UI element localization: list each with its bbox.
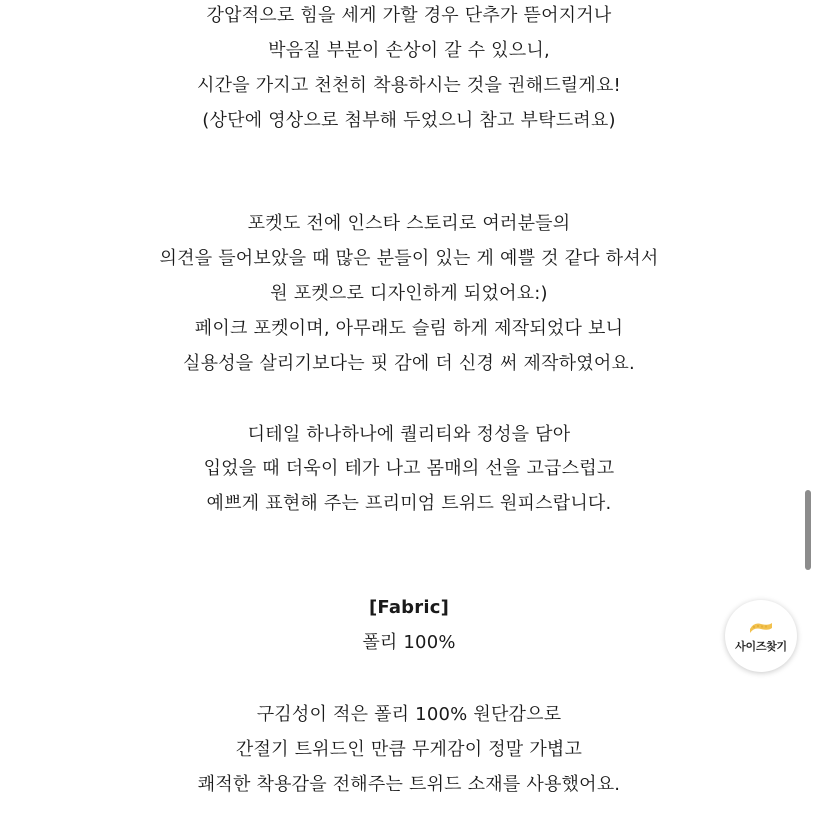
description-line: 실용성을 살리기보다는 핏 감에 더 신경 써 제작하였어요. — [183, 353, 635, 374]
description-line: 디테일 하나하나에 퀄리티와 정성을 담아 — [247, 424, 571, 445]
scrollbar-thumb[interactable] — [805, 490, 811, 570]
description-line: 페이크 포켓이며, 아무래도 슬림 하게 제작되었다 보니 — [194, 318, 624, 339]
ruler-tape-icon — [748, 620, 774, 634]
size-finder-button[interactable] — [725, 600, 797, 672]
description-line: 박음질 부분이 손상이 갈 수 있으니, — [268, 40, 550, 61]
description-line: 예쁘게 표현해 주는 프리미엄 트위드 원피스랍니다. — [206, 493, 612, 514]
description-line: 강압적으로 힘을 세게 가할 경우 단추가 뜯어지거나 — [206, 5, 612, 26]
description-line: 원 포켓으로 디자인하게 되었어요:) — [270, 283, 548, 304]
description-line: 구김성이 적은 폴리 100% 원단감으로 — [256, 704, 562, 725]
fabric-value: 폴리 100% — [362, 632, 456, 653]
fabric-heading: [Fabric] — [368, 597, 450, 618]
description-line: 포켓도 전에 인스타 스토리로 여러분들의 — [247, 213, 571, 234]
description-line: 쾌적한 착용감을 전해주는 트위드 소재를 사용했어요. — [197, 774, 621, 795]
size-finder-label: 사이즈찾기 — [735, 640, 787, 653]
description-line: 간절기 트위드인 만큼 무게감이 정말 가볍고 — [235, 739, 583, 760]
description-line: 의견을 들어보았을 때 많은 분들이 있는 게 예쁠 것 같다 하셔서 — [159, 248, 659, 269]
description-line: 입었을 때 더욱이 테가 나고 몸매의 선을 고급스럽고 — [203, 458, 615, 479]
description-line: (상단에 영상으로 첨부해 두었으니 참고 부탁드려요) — [202, 110, 616, 131]
description-line: 시간을 가지고 천천히 착용하시는 것을 권해드릴게요! — [197, 75, 621, 96]
